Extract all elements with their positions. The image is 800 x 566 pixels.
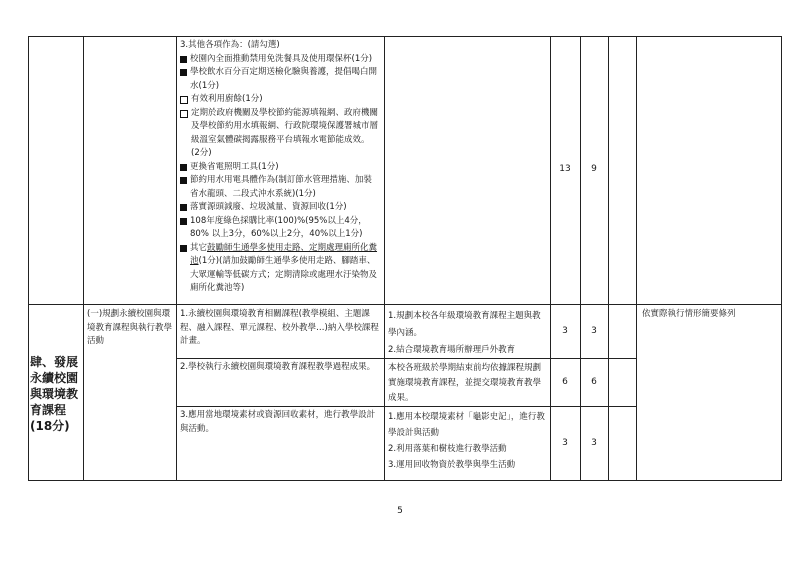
score-self: 3 (562, 438, 568, 448)
checklist-item: 校園內全面推動禁用免洗餐具及使用環保杯(1分) (180, 53, 378, 67)
checklist-item: 落實源頭減廢、垃圾減量、資源回收(1分) (180, 201, 378, 215)
checklist (180, 39, 378, 296)
checklist-item: 節約用水用電具體作為(制訂節水管理措施、加裝省水龍頭、二段式沖水系統)(1分) (180, 174, 378, 201)
col-divider (781, 36, 782, 480)
checklist-item: 其它鼓勵師生通學多使用走路、定期處理廁所化糞池(1分)(請加鼓勵師生通學多使用走路、腳踏車、大眾運輸等低碳方式；定期清除或處理水汙染物及廁所化糞池等) (180, 242, 378, 296)
score-review: 6 (591, 377, 597, 387)
col-divider (580, 36, 581, 480)
score-self: 6 (562, 377, 568, 387)
checklist-item: 定期於政府機關及學校節約能源填報網、政府機關及學校節約用水填報網、行政院環境保護署城市層級溫室氣體碳揭露服務平台填報水電節能成效。(2分) (180, 107, 378, 161)
checked-box-icon (180, 177, 187, 184)
checklist-item: 學校飲水百分百定期送檢化驗與養護，提倡喝白開水(1分) (180, 66, 378, 93)
row-divider (28, 304, 782, 305)
score-self: 13 (559, 164, 571, 174)
score-review: 3 (591, 326, 597, 336)
col-divider (384, 36, 385, 480)
col-divider (176, 36, 177, 480)
score-review: 3 (591, 438, 597, 448)
remark-text: 依實際執行情形簡要條列 (642, 309, 736, 319)
table-top-border (28, 36, 782, 37)
table-bottom-border (28, 480, 782, 481)
checklist-header: 3.其他各項作為：(請勾選) (180, 40, 280, 50)
evidence-text: 本校各班級於學期結束前均依據課程規劃實施環境教育課程，並提交環境教育教學成果。 (388, 363, 542, 403)
criterion-text: 1.永續校園與環境教育相關課程(教學模組、主題課程、融入課程、單元課程、校外教學…)納入學校課程計畫。 (180, 309, 379, 346)
criterion-text: 3.應用當地環境素材或資源回收素材，進行教學設計與活動。 (180, 410, 376, 434)
evidence-text: 1.規劃本校各年級環境教育課程主題與教學內涵。 2.結合環境教育場所辦理戶外教育 (388, 311, 541, 355)
unchecked-box-icon (180, 110, 188, 118)
score-review: 9 (591, 164, 597, 174)
page-number: 5 (397, 506, 403, 516)
checked-box-icon (180, 204, 187, 211)
evidence-text: 1.應用本校環境素材「龜影史記」，進行教學設計與活動 2.利用落葉和樹枝進行教學活動 3.運用回收物資於教學與學生活動 (388, 412, 545, 470)
col-divider (83, 36, 84, 480)
dimension-title: 肆、發展永續校園與環境教育課程 (18分) (30, 355, 79, 433)
checked-box-icon (180, 218, 187, 225)
checked-box-icon (180, 245, 187, 252)
col-divider (28, 36, 29, 480)
unchecked-box-icon (180, 96, 188, 104)
checked-box-icon (180, 56, 187, 63)
checked-box-icon (180, 69, 187, 76)
sub-item: (一)規劃永續校園與環境教育課程與執行教學活動 (87, 309, 173, 346)
evaluation-table (28, 36, 782, 506)
col-divider (550, 36, 551, 480)
score-self: 3 (562, 326, 568, 336)
col-divider (608, 36, 609, 480)
criterion-text: 2.學校執行永續校園與環境教育課程教學過程成果。 (180, 362, 376, 372)
checklist-item: 更換省電照明工具(1分) (180, 161, 378, 175)
checklist-item: 有效利用廚餘(1分) (180, 93, 378, 107)
col-divider (636, 36, 637, 480)
row-divider (176, 406, 636, 407)
checklist-item: 108年度綠色採購比率(100)%(95%以上4分，80% 以上3分，60%以上2分，40%以上1分) (180, 215, 378, 242)
checked-box-icon (180, 164, 187, 171)
